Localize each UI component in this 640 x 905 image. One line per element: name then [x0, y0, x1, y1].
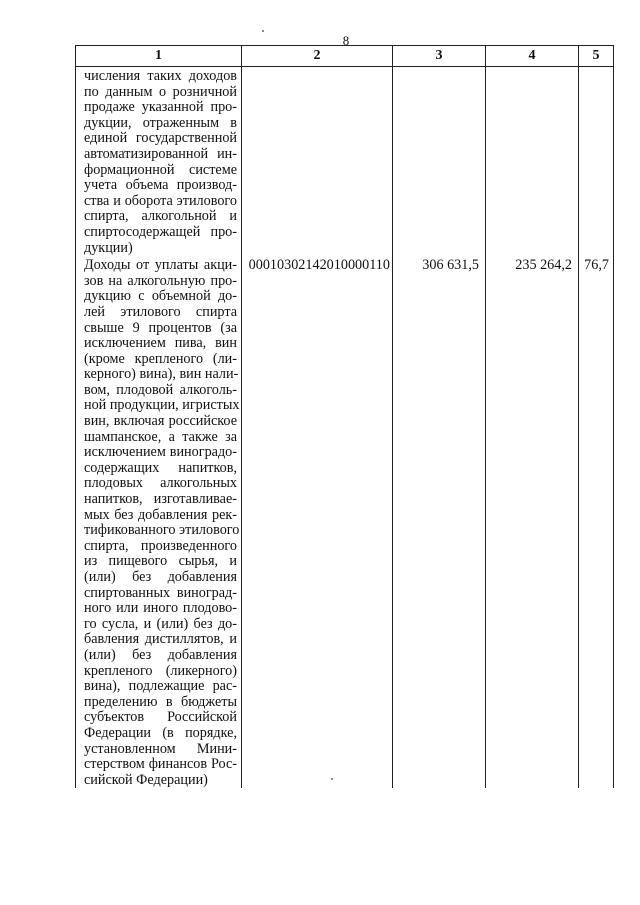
row-value-5 — [579, 67, 614, 257]
description-line: (или) без добавления — [84, 569, 237, 585]
scan-speck — [262, 30, 264, 32]
description-line: единой государственной — [84, 130, 237, 147]
column-header-3: 3 — [393, 46, 486, 67]
header-row — [76, 46, 614, 67]
row-value-5: 76,7 — [579, 256, 614, 788]
description-line: свыше 9 процентов (за — [84, 319, 237, 336]
description-line: спирта, алкогольной и — [84, 208, 237, 225]
description-line: установленном Мини- — [84, 740, 237, 757]
description-line: вом, плодовой алкоголь- — [84, 381, 237, 398]
description-line: Федерации (в порядке, — [84, 724, 237, 741]
row-description — [76, 256, 242, 788]
description-line: дукцию с объемной до- — [84, 288, 237, 305]
description-line: (кроме крепленого (ли- — [84, 350, 237, 367]
description-line: вин, включая российское — [84, 413, 237, 430]
page-number: 8 — [342, 33, 350, 48]
description-line: сийской Федерации) — [84, 771, 208, 788]
description-line: исключением виноградо- — [84, 444, 237, 461]
description-line: содержащих напитков, — [84, 459, 237, 476]
description-line: тификованного этилового — [84, 522, 240, 539]
row-description — [76, 67, 242, 257]
description-line: спиртосодержащей про- — [84, 223, 237, 240]
description-line: пределению в бюджеты — [84, 693, 237, 710]
description-line: исключением пива, вин — [84, 335, 237, 352]
description-line: крепленого (ликерного) — [84, 662, 237, 679]
description-line: субъектов Российской — [84, 709, 237, 726]
description-line: мых без добавления рек- — [84, 506, 237, 523]
description-line: Доходы от уплаты акци- — [84, 257, 237, 274]
row-value-3 — [393, 67, 486, 257]
table-row — [76, 67, 614, 257]
description-line: по данным о розничной — [84, 83, 237, 100]
description-line: дукции, отраженным в — [84, 114, 237, 131]
description-line: из пищевого сырья, и — [84, 553, 237, 570]
row-code: 00010302142010000110 — [242, 256, 393, 788]
column-header-2: 2 — [242, 46, 393, 67]
row-value-4 — [486, 67, 579, 257]
budget-table — [75, 45, 614, 788]
description-line: го сусла, и (или) без до- — [84, 615, 237, 632]
column-header-5: 5 — [579, 46, 614, 67]
description-line: ного или иного плодово- — [84, 600, 237, 617]
column-header-4: 4 — [486, 46, 579, 67]
description-line: керного) вина), вин нали- — [84, 366, 239, 383]
table-row — [76, 256, 614, 788]
description-line: продаже указанной про- — [84, 99, 237, 116]
description-line: стерством финансов Рос- — [84, 756, 237, 773]
description-line: ства и оборота этилового — [84, 192, 237, 209]
description-line: лей этилового спирта — [84, 303, 237, 320]
description-line: вина), подлежащие рас- — [84, 678, 237, 695]
description-line: зов на алкогольную про- — [84, 272, 237, 289]
description-line: спирта, произведенного — [84, 537, 237, 554]
description-line: дукции) — [84, 239, 133, 256]
row-value-3: 306 631,5 — [393, 256, 486, 788]
description-line: автоматизированной ин- — [84, 145, 237, 162]
row-value-4: 235 264,2 — [486, 256, 579, 788]
column-header-1: 1 — [76, 46, 242, 67]
description-line: спиртованных виноград- — [84, 584, 237, 601]
description-line: учета объема производ- — [84, 177, 237, 194]
description-line: напитков, изготавливае- — [84, 491, 237, 508]
scan-speck — [331, 778, 333, 780]
row-code — [242, 67, 393, 257]
description-line: плодовых алкогольных — [84, 475, 237, 492]
description-line: формационной системе — [84, 161, 237, 178]
description-line: (или) без добавления — [84, 646, 237, 663]
description-line: шампанское, а также за — [84, 428, 237, 445]
description-line: числения таких доходов — [84, 68, 237, 84]
description-line: бавления дистиллятов, и — [84, 631, 237, 648]
description-line: ной продукции, игристых — [84, 397, 240, 414]
